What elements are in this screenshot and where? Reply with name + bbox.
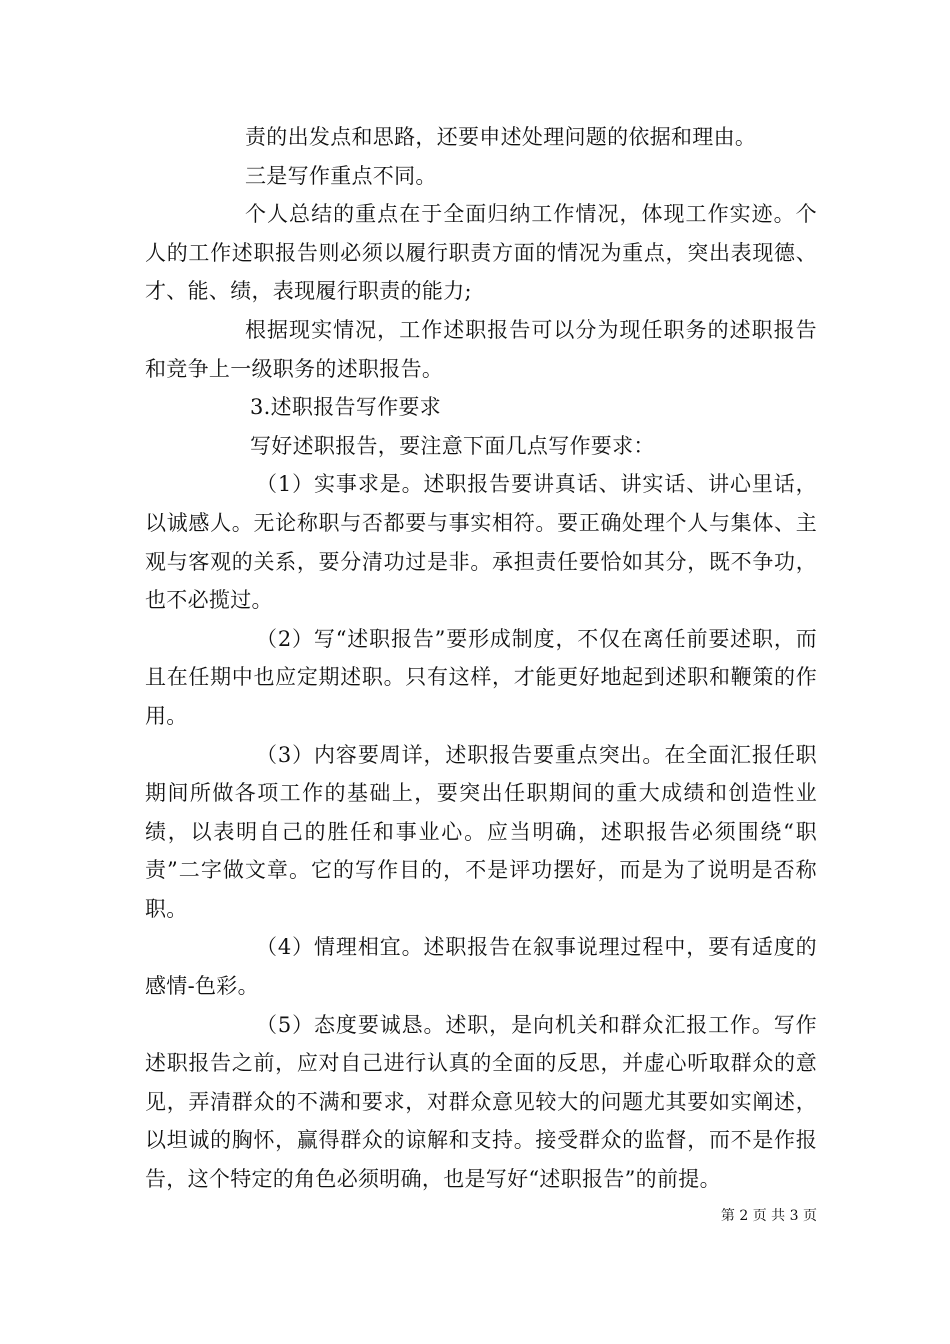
- paragraph-report-types: 根据现实情况，工作述职报告可以分为现任职务的述职报告和竞争上一级职务的述职报告。: [145, 317, 817, 381]
- paragraph-requirements-intro: 写好述职报告，要注意下面几点写作要求：: [250, 433, 655, 458]
- requirement-item-4: （4）情理相宜。述职报告在叙事说理过程中，要有适度的感情-色彩。: [145, 935, 817, 999]
- document-body: [145, 118, 817, 1199]
- requirement-item-1: （1）实事求是。述职报告要讲真话、讲实话、讲心里话，以诚感人。无论称职与否都要与事实相符。要正确处理个人与集体、主观与客观的关系，要分清功过是非。承担责任要恰如其分，既不争功，也不必揽过。: [145, 472, 817, 613]
- paragraph-point-three: 三是写作重点不同。: [245, 163, 437, 188]
- paragraph-continuation: 责的出发点和思路，还要申述处理问题的依据和理由。: [245, 125, 757, 149]
- requirement-item-2: （2）写“述职报告”要形成制度，不仅在离任前要述职，而且在任期中也应定期述职。只有这样，才能更好地起到述职和鞭策的作用。: [145, 626, 817, 728]
- page-number-footer: 第 2 页 共 3 页: [720, 1208, 817, 1224]
- section-heading-requirements: 3.述职报告写作要求: [250, 395, 442, 420]
- requirement-item-3: （3）内容要周详，述职报告要重点突出。在全面汇报任职期间所做各项工作的基础上，要突出任职期间的重大成绩和创造性业绩，以表明自己的胜任和事业心。应当明确，述职报告必须围绕“职责”二字做文章。它的写作目的，不是评功摆好，而是为了说明是否称职。: [145, 742, 817, 921]
- paragraph-summary-focus: 个人总结的重点在于全面归纳工作情况，体现工作实迹。个人的工作述职报告则必须以履行职责方面的情况为重点，突出表现德、才、能、绩，表现履行职责的能力;: [145, 202, 817, 304]
- requirement-item-5: （5）态度要诚恳。述职，是向机关和群众汇报工作。写作述职报告之前，应对自己进行认真的全面的反思，并虚心听取群众的意见，弄清群众的不满和要求，对群众意见较大的问题尤其要如实阐述，以坦诚的胸怀，赢得群众的谅解和支持。接受群众的监督，而不是作报告，这个特定的角色必须明确，也是写好“述职报告”的前提。: [145, 1012, 817, 1192]
